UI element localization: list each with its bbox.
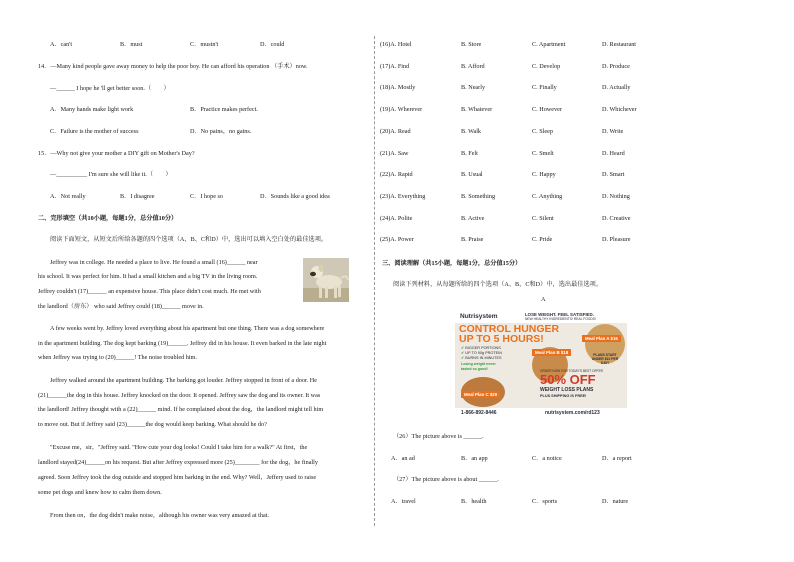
ad-shipping: PLUS SHIPPING IS FREE! bbox=[540, 394, 587, 398]
cloze-option[interactable]: (19)A. Wherever bbox=[380, 106, 423, 114]
cloze-option[interactable]: C. Happy bbox=[532, 171, 556, 179]
q15-option-a[interactable]: A．Not really bbox=[50, 193, 86, 200]
passage-line: A few weeks went by. Jeffrey loved everything about his apartment but one thing. There was a dog somewhere bbox=[50, 325, 325, 332]
passage-line: the landlord（房东） who said Jeffrey could (18)______ move in. bbox=[38, 303, 204, 310]
cloze-option[interactable]: D. Produce bbox=[602, 62, 630, 70]
passage-line: to move out. But if Jeffrey said (23)______the dog would keep barking. What should he do? bbox=[38, 421, 267, 428]
cloze-option[interactable]: (16)A. Hotel bbox=[380, 41, 412, 48]
cloze-option[interactable]: C. Silent bbox=[532, 214, 554, 222]
cloze-option[interactable]: C. Anything bbox=[532, 192, 563, 200]
ad-brand: Nutrisystem bbox=[460, 313, 498, 320]
cloze-option[interactable]: B. Store bbox=[461, 41, 482, 48]
q15-option-b[interactable]: B．I disagree bbox=[120, 193, 155, 200]
ad-header bbox=[455, 311, 627, 323]
cloze-option[interactable]: C. Finally bbox=[532, 84, 557, 92]
section2-instruction: 阅读下面短文，从短文后所给各题的四个选项（A、B、C和D）中，选出可以填入空白处的最佳选项。 bbox=[50, 236, 328, 243]
ad-tagline: LOSE WEIGHT. FEEL SATISFIED. bbox=[525, 312, 594, 317]
cloze-option[interactable]: C. Sleep bbox=[532, 127, 553, 135]
passage-line: From then on，the dog didn't make noise，although his owner was very amazed at that. bbox=[50, 512, 270, 519]
cloze-option[interactable]: B. Praise bbox=[461, 236, 484, 244]
cloze-option[interactable]: (21)A. Saw bbox=[380, 149, 409, 157]
cloze-option[interactable]: B. Afford bbox=[461, 62, 485, 70]
cloze-option[interactable]: C. Smelt bbox=[532, 149, 554, 157]
ad-weight-loss: WEIGHT LOSS PLANS bbox=[540, 387, 594, 393]
ad-plan-a: Meal Plan A $16 bbox=[582, 335, 621, 342]
cloze-option[interactable]: C. Apartment bbox=[532, 41, 566, 48]
cloze-option[interactable]: B. Usual bbox=[461, 171, 483, 179]
q15-stem: 15．—Why not give your mother a DIY gift on Mother's Day? bbox=[38, 150, 195, 157]
cloze-option[interactable]: B. Felt bbox=[461, 149, 478, 157]
passage-line: (21)______the dog in this house. Jeffrey knocked on the door. It opened. Jeffrey saw the dog and its owner. It was bbox=[38, 392, 321, 399]
cloze-option[interactable]: B. Active bbox=[461, 214, 485, 222]
section3-instruction: 阅读下列材料，从每题所给的四个选项（A、B、C和D）中，选出最佳选项。 bbox=[393, 281, 603, 288]
cloze-option[interactable]: D. Whichever bbox=[602, 106, 637, 114]
q27-option-d[interactable]: D．nature bbox=[602, 498, 629, 505]
dog-photo bbox=[303, 258, 349, 302]
cloze-option[interactable]: D. Pleasure bbox=[602, 236, 631, 244]
passage-line: Jeffrey couldn't (17)______ an expensive house. This place didn't cost much. He met with bbox=[38, 288, 261, 295]
ad-tagline-sub: NEW HEALTHY INGREDIENTS! REAL FOODS! bbox=[525, 317, 596, 321]
ad-footer bbox=[455, 408, 627, 417]
cloze-option[interactable]: B. Walk bbox=[461, 127, 482, 135]
ad-check-text: UP TO 90g PROTEIN bbox=[465, 351, 502, 355]
q26-option-d[interactable]: D．a report bbox=[602, 455, 632, 462]
q14-option-b[interactable]: B．Practice makes perfect. bbox=[190, 106, 258, 113]
passage-line: his school. It was perfect for him. It had a small kitchen and a big TV in the living room. bbox=[38, 273, 258, 280]
cloze-option[interactable]: (17)A. Find bbox=[380, 62, 410, 70]
ad-check-text: BIGGER PORTIONS bbox=[465, 346, 501, 350]
cloze-option[interactable]: (22)A. Rapid bbox=[380, 171, 413, 179]
passage-line: when Jeffrey was trying to (20)______! The noise troubled him. bbox=[38, 354, 197, 361]
passage-line: the landlord! Jeffrey thought with a (22)______ mind. If he complained about the dog，the landlord might tell him bbox=[38, 406, 324, 413]
q26-option-b[interactable]: B．an app bbox=[461, 455, 488, 462]
cloze-option[interactable]: B. Nearly bbox=[461, 84, 486, 92]
q14-option-c[interactable]: C．Failure is the mother of success bbox=[50, 128, 139, 135]
ad-plans-start: PLANS START UNDER $10 PER DAY! bbox=[591, 353, 619, 365]
check-icon: ✔ bbox=[461, 351, 465, 355]
ad-percent-off: 50% OFF bbox=[540, 372, 596, 387]
ad-url: nutrisystem.com/rd123 bbox=[545, 410, 600, 416]
q14-option-d[interactable]: D．No pains，no gains. bbox=[190, 128, 252, 135]
q13-option-c[interactable]: C．mustn't bbox=[190, 41, 219, 48]
q13-option-a[interactable]: A．can't bbox=[50, 41, 73, 48]
q14-reply: —______ I hope he 'll get better soon.（ ） bbox=[50, 85, 170, 92]
q26-stem: （26）The picture above is ______. bbox=[393, 433, 484, 440]
passage-line: "Excuse me，sir，"Jeffrey said. "How cute your dog looks! Could I take him for a walk?" At first，the bbox=[50, 444, 308, 451]
ad-check-text: BURNS IN MINUTES bbox=[465, 356, 502, 360]
cloze-option[interactable]: (20)A. Read bbox=[380, 127, 411, 135]
nutrisystem-ad bbox=[455, 311, 627, 417]
cloze-option[interactable]: B. Whatever bbox=[461, 106, 493, 114]
ad-losing-weight: Losing weight never tasted so good! bbox=[461, 362, 496, 371]
cloze-option[interactable]: C. However bbox=[532, 106, 562, 114]
cloze-option[interactable]: (18)A. Mostly bbox=[380, 84, 416, 92]
cloze-option[interactable]: C. Pride bbox=[532, 236, 553, 244]
ad-headline-1: CONTROL HUNGER bbox=[459, 323, 560, 335]
ad-checklist bbox=[461, 346, 502, 361]
q27-stem: （27）The picture above is about ______. bbox=[393, 476, 499, 483]
section3-heading: 三、阅读理解（共15小题，每题1分，总分值15分） bbox=[382, 260, 522, 267]
ad-plan-c: Meal Plan C $20 bbox=[461, 391, 500, 398]
q13-option-b[interactable]: B．must bbox=[120, 41, 143, 48]
q15-option-d[interactable]: D．Sounds like a good idea bbox=[260, 193, 330, 200]
cloze-option[interactable]: (23)A. Everything bbox=[380, 192, 426, 200]
passage-line: landlord stayed(24)______on his request. But after Jeffrey expressed more (25)________ for the dog，he finally bbox=[38, 459, 318, 466]
passage-line: Jeffrey walked around the apartment building. The barking got louder. Jeffrey stopped in front of a door. He bbox=[50, 377, 318, 384]
cloze-option[interactable]: D. Heard bbox=[602, 149, 625, 157]
q27-option-c[interactable]: C．sports bbox=[532, 498, 558, 505]
ad-check-item bbox=[461, 356, 502, 361]
q26-option-a[interactable]: A．an ad bbox=[391, 455, 415, 462]
cloze-option[interactable]: D. Smart bbox=[602, 171, 625, 179]
q26-option-c[interactable]: C．a notice bbox=[532, 455, 562, 462]
q15-option-c[interactable]: C．I hope so bbox=[190, 193, 223, 200]
cloze-option[interactable]: D. Write bbox=[602, 127, 624, 135]
q14-stem: 14．—Many kind people gave away money to help the poor boy. He can afford his operation （手术）now. bbox=[38, 63, 308, 70]
cloze-option[interactable]: (25)A. Power bbox=[380, 236, 414, 244]
dog-illustration bbox=[303, 258, 349, 302]
cloze-option[interactable]: (24)A. Polite bbox=[380, 214, 413, 222]
q14-option-a[interactable]: A．Many hands make light work bbox=[50, 106, 134, 113]
section2-heading: 二、完形填空（共10小题，每题1分，总分值10分） bbox=[38, 215, 178, 222]
q27-option-b[interactable]: B．health bbox=[461, 498, 487, 505]
ad-headline-2: UP TO 5 HOURS! bbox=[459, 333, 544, 345]
passage-line: agreed. Soon Jeffrey took the dog outside and stopped him barking in the end. Why? Well，Jeffery used to raise bbox=[38, 474, 317, 481]
check-icon: ✔ bbox=[461, 346, 465, 350]
ad-plan-b: Meal Plan B $18 bbox=[532, 349, 571, 356]
q13-option-d[interactable]: D．could bbox=[260, 41, 285, 48]
passage-line: Jeffrey was in college. He needed a place to live. He found a small (16)______ near bbox=[50, 259, 258, 266]
q27-option-a[interactable]: A．travel bbox=[391, 498, 416, 505]
cloze-option[interactable]: D. Creative bbox=[602, 214, 631, 222]
cloze-option[interactable]: C. Develop bbox=[532, 62, 561, 70]
cloze-option[interactable]: B. Something bbox=[461, 192, 496, 200]
cloze-option[interactable]: D. Nothing bbox=[602, 192, 630, 200]
passage-a-label: A bbox=[541, 296, 546, 303]
ad-order-now: ORDER NOW FOR TODAY'S BEST OFFER bbox=[540, 369, 603, 373]
cloze-option[interactable]: D. Actually bbox=[602, 84, 631, 92]
q15-reply: —__________ I'm sure she will like it.（ ） bbox=[50, 171, 172, 178]
cloze-option[interactable]: D. Restaurant bbox=[602, 41, 637, 48]
passage-line: in the apartment building. The dog kept barking (19)______. Jeffrey did in his house. It even barked in the late night bbox=[38, 340, 327, 347]
ad-phone: 1-866-892-8446 bbox=[461, 410, 497, 416]
passage-line: some pet dogs and knew how to calm them down. bbox=[38, 489, 162, 496]
check-icon: ✔ bbox=[461, 356, 465, 360]
column-divider bbox=[374, 36, 375, 526]
